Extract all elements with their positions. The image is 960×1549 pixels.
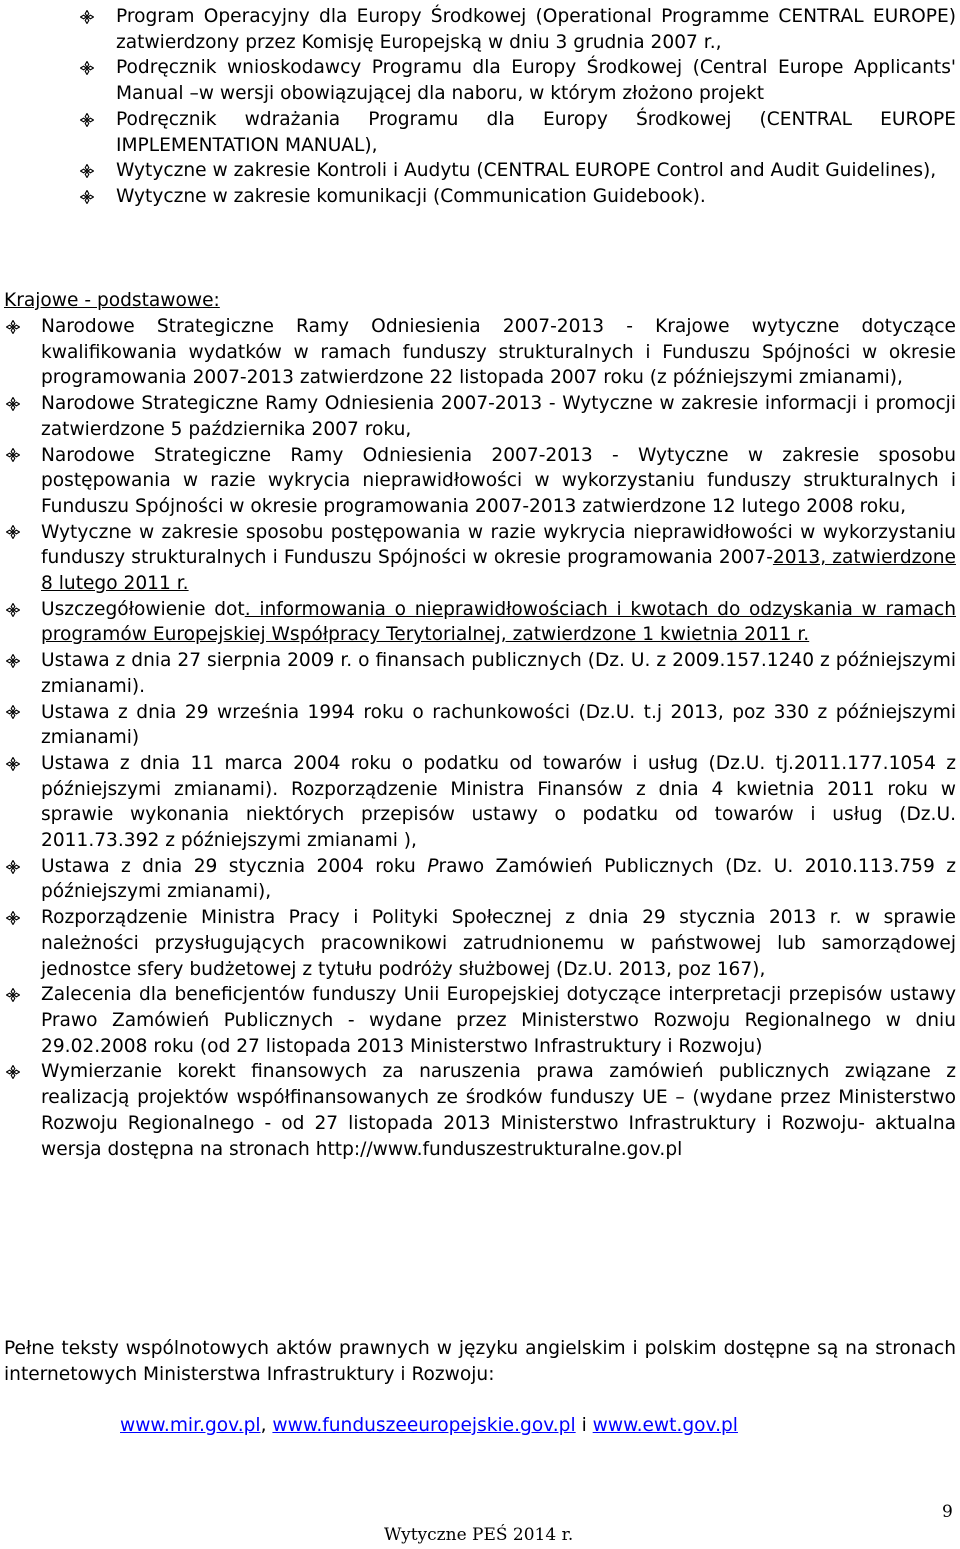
bullet-icon (78, 4, 96, 30)
bullet-icon (4, 700, 22, 726)
bullet-icon (4, 982, 22, 1008)
list-item-text: Ustawa z dnia 29 września 1994 roku o rachunkowości (Dz.U. t.j 2013, poz 330 z późniejszymi zmianami) (41, 701, 956, 749)
bullet-icon (4, 314, 22, 340)
bullet-icon (4, 391, 22, 417)
italic-text: P (427, 855, 439, 877)
list-item-text: Narodowe Strategiczne Ramy Odniesienia 2007-2013 - Wytyczne w zakresie informacji i promocji zatwierdzone 5 października 2007 roku, (41, 393, 956, 440)
list-item-text: Wytyczne w zakresie komunikacji (Communication Guidebook). (116, 185, 706, 207)
closing-paragraph: Pełne teksty wspólnotowych aktów prawnych w języku angielskim i polskim dostępne są na stronach internetowych Ministerstwa Infrastruktury i Rozwoju: (4, 1338, 956, 1385)
list-item (4, 597, 956, 648)
list-item-text: Wytyczne w zakresie Kontroli i Audytu (CENTRAL EUROPE Control and Audit Guidelines), (116, 160, 937, 182)
bullet-icon (4, 648, 22, 674)
list-item (78, 4, 956, 55)
links-separator: i (575, 1415, 593, 1436)
list-item-text: Wytyczne w zakresie sposobu postępowania w razie wykrycia nieprawidłowości w wykorzystaniu funduszy strukturalnych i Funduszu Spójności w okresie programowania 2007- (41, 521, 956, 569)
link-ewt[interactable]: www.ewt.gov.pl (592, 1415, 738, 1436)
list-item-text: Ustawa z dnia 11 marca 2004 roku o podatku od towarów i usług (Dz.U. tj.2011.177.1054 z późniejszymi zmianami). Rozporządzenie Ministra Finansów z dnia 4 kwietnia 2011 roku w sprawie wykonania niektórych przepisów ustawy o podatku od towarów i usług (Dz.U. 2011.73.392 z późniejszymi zmianami ), (41, 752, 956, 852)
list-item (4, 1059, 956, 1162)
list-item (4, 854, 956, 905)
list-item (4, 982, 956, 1059)
links-line (120, 1413, 920, 1439)
bullet-icon (78, 55, 96, 81)
bullet-icon (78, 184, 96, 210)
link-mir[interactable]: www.mir.gov.pl (120, 1415, 261, 1436)
list-item-text: Ustawa z dnia 29 stycznia 2004 roku (41, 855, 428, 877)
underlined-text: . informowania o nieprawidłowościach i kwotach do odzyskania w ramach programów Europejskiej Współpracy Terytorialnej, zatwierdzone 1 kwietnia 2011 r. (41, 598, 956, 646)
list-item-text: Rozporządzenie Ministra Pracy i Polityki Społecznej z dnia 29 stycznia 2013 r. w sprawie należności przysługujących pracownikowi zatrudnionemu w państwowej lub samorządowej jednostce sfery budżetowej z tytułu podróży służbowej (Dz.U. 2013, poz 167), (41, 907, 956, 980)
main-bullet-list (4, 314, 956, 1162)
list-item-text: Uszczegółowienie dot (41, 598, 245, 620)
bullet-icon (4, 520, 22, 546)
top-bullet-list (78, 4, 956, 210)
list-item-text: Zalecenia dla beneficjentów funduszy Unii Europejskiej dotyczące interpretacji przepisów ustawy Prawo Zamówień Publicznych - wydane przez Ministerstwo Rozwoju Regionalnego w dniu 29.02.2008 roku (od 27 listopada 2013 Ministerstwo Infrastruktury i Rozwoju) (41, 984, 956, 1057)
bullet-icon (4, 905, 22, 931)
list-item-text: Program Operacyjny dla Europy Środkowej (Operational Programme CENTRAL EUROPE) zatwierdzony przez Komisję Europejską w dniu 3 grudnia 2007 r., (116, 6, 956, 53)
bullet-icon (78, 107, 96, 133)
list-item-text: Narodowe Strategiczne Ramy Odniesienia 2007-2013 - Krajowe wytyczne dotyczące kwalifikowania wydatków w ramach funduszy strukturalnych i Funduszu Spójności w okresie programowania 2007-2013 zatwierdzone 22 listopada 2007 roku (z późniejszymi zmianami), (41, 316, 956, 389)
list-item-text: Podręcznik wdrażania Programu dla Europy Środkowej (CENTRAL EUROPE IMPLEMENTATION MANUAL), (116, 108, 956, 156)
list-item (4, 443, 956, 520)
list-item (4, 520, 956, 597)
bullet-icon (4, 597, 22, 623)
list-item-text: Podręcznik wnioskodawcy Programu dla Europy Środkowej (Central Europe Applicants' Manual –w wersji obowiązującej dla naboru, w którym złożono projekt (116, 57, 956, 105)
list-item-text: Ustawa z dnia 27 sierpnia 2009 r. o finansach publicznych (Dz. U. z 2009.157.1240 z późniejszymi zmianami). (41, 650, 956, 697)
links-separator: , (260, 1415, 273, 1436)
link-funduszeeuropejskie[interactable]: www.funduszeeuropejskie.gov.pl (272, 1415, 576, 1436)
list-item (4, 751, 956, 854)
list-item (4, 391, 956, 442)
list-item-text: Narodowe Strategiczne Ramy Odniesienia 2007-2013 - Wytyczne w zakresie sposobu postępowania w razie wykrycia nieprawidłowości w wykorzystaniu funduszy strukturalnych i Funduszu Spójności w okresie programowania 2007-2013 zatwierdzone 12 lutego 2008 roku, (41, 444, 956, 517)
list-item (4, 648, 956, 699)
bullet-icon (4, 1059, 22, 1085)
bullet-icon (78, 158, 96, 184)
underlined-text: 2013, zatwierdzone 8 lutego 2011 r. (41, 547, 956, 595)
bullet-icon (4, 751, 22, 777)
list-item (78, 184, 956, 210)
list-item (4, 700, 956, 751)
list-item-text: rawo Zamówień Publicznych (Dz. U. 2010.113.759 z późniejszymi zmianami), (41, 855, 956, 903)
section-heading: Krajowe - podstawowe: (4, 290, 220, 311)
list-item (4, 905, 956, 982)
bullet-icon (4, 443, 22, 469)
page-number: 9 (942, 1502, 953, 1522)
list-item (4, 314, 956, 391)
list-item (78, 107, 956, 158)
bullet-icon (4, 854, 22, 880)
footer-title: Wytyczne PEŚ 2014 r. (384, 1525, 574, 1545)
list-item-text: Wymierzanie korekt finansowych za naruszenia prawa zamówień publicznych związane z realizacją projektów współfinansowanych ze środków funduszy UE – (wydane przez Ministerstwo Rozwoju Regionalnego - od 27 listopada 2013 Ministerstwo Infrastruktury i Rozwoju- aktualna wersja dostępna na stronach http://www.funduszestrukturalne.gov.pl (41, 1061, 956, 1160)
list-item (78, 55, 956, 106)
list-item (78, 158, 956, 184)
